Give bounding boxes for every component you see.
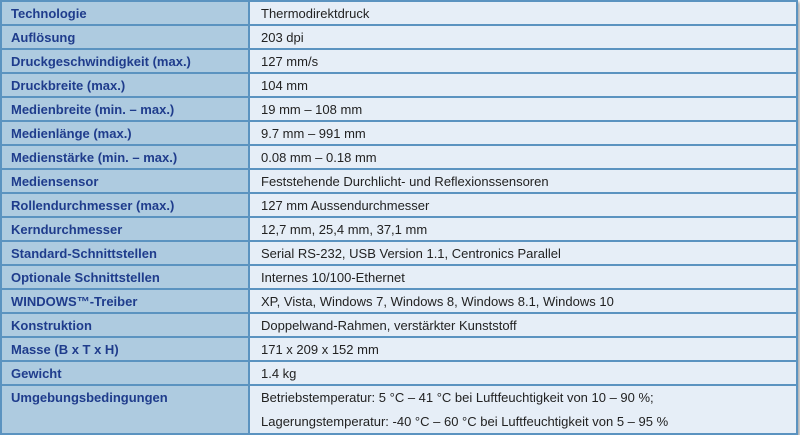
spec-row <box>2 241 796 265</box>
spec-label: Mediensensor <box>2 169 249 193</box>
spec-row <box>2 145 796 169</box>
spec-value: 19 mm – 108 mm <box>249 97 796 121</box>
spec-value: 104 mm <box>249 73 796 97</box>
spec-row <box>2 217 796 241</box>
spec-row <box>2 2 796 25</box>
spec-label: Konstruktion <box>2 313 249 337</box>
spec-table-body <box>2 2 796 434</box>
spec-row <box>2 337 796 361</box>
spec-label: Optionale Schnittstellen <box>2 265 249 289</box>
spec-row <box>2 265 796 289</box>
spec-row <box>2 121 796 145</box>
spec-value: 1.4 kg <box>249 361 796 385</box>
spec-label: Masse (B x T x H) <box>2 337 249 361</box>
spec-value: 9.7 mm – 991 mm <box>249 121 796 145</box>
spec-label: Medienlänge (max.) <box>2 121 249 145</box>
spec-row <box>2 361 796 385</box>
operating-temperature-text: Betriebstemperatur: 5 °C – 41 °C bei Luftfeuchtigkeit von 10 – 90 %; <box>261 390 654 405</box>
spec-row <box>2 97 796 121</box>
spec-label: Medienstärke (min. – max.) <box>2 145 249 169</box>
spec-value: 171 x 209 x 152 mm <box>249 337 796 361</box>
spec-value: Serial RS-232, USB Version 1.1, Centronics Parallel <box>249 241 796 265</box>
storage-temperature-text: Lagerungstemperatur: -40 °C – 60 °C bei Luftfeuchtigkeit von 5 – 95 % <box>261 414 669 429</box>
spec-label: Rollendurchmesser (max.) <box>2 193 249 217</box>
spec-label: Standard-Schnittstellen <box>2 241 249 265</box>
spec-label: Druckgeschwindigkeit (max.) <box>2 49 249 73</box>
spec-value: 12,7 mm, 25,4 mm, 37,1 mm <box>249 217 796 241</box>
spec-value: Feststehende Durchlicht- und Reflexionssensoren <box>249 169 796 193</box>
spec-row <box>2 49 796 73</box>
spec-value: XP, Vista, Windows 7, Windows 8, Windows 8.1, Windows 10 <box>249 289 796 313</box>
spec-label: Druckbreite (max.) <box>2 73 249 97</box>
spec-label: Technologie <box>2 2 249 25</box>
spec-value: 127 mm Aussendurchmesser <box>249 193 796 217</box>
environment-value <box>249 385 796 434</box>
spec-label: Medienbreite (min. – max.) <box>2 97 249 121</box>
environment-label: Umgebungsbedingungen <box>2 385 249 434</box>
spec-label: WINDOWS™-Treiber <box>2 289 249 313</box>
spec-row <box>2 25 796 49</box>
spec-value: Doppelwand-Rahmen, verstärkter Kunststoff <box>249 313 796 337</box>
spec-value: 0.08 mm – 0.18 mm <box>249 145 796 169</box>
spec-value: 127 mm/s <box>249 49 796 73</box>
spec-row <box>2 193 796 217</box>
spec-label: Auflösung <box>2 25 249 49</box>
spec-value: Internes 10/100-Ethernet <box>249 265 796 289</box>
spec-row <box>2 73 796 97</box>
spec-row <box>2 169 796 193</box>
spec-table <box>2 2 796 434</box>
spec-row <box>2 289 796 313</box>
spec-row <box>2 313 796 337</box>
spec-value: 203 dpi <box>249 25 796 49</box>
spec-label: Kerndurchmesser <box>2 217 249 241</box>
spec-value: Thermodirektdruck <box>249 2 796 25</box>
spec-row-environment <box>2 385 796 434</box>
spec-label: Gewicht <box>2 361 249 385</box>
